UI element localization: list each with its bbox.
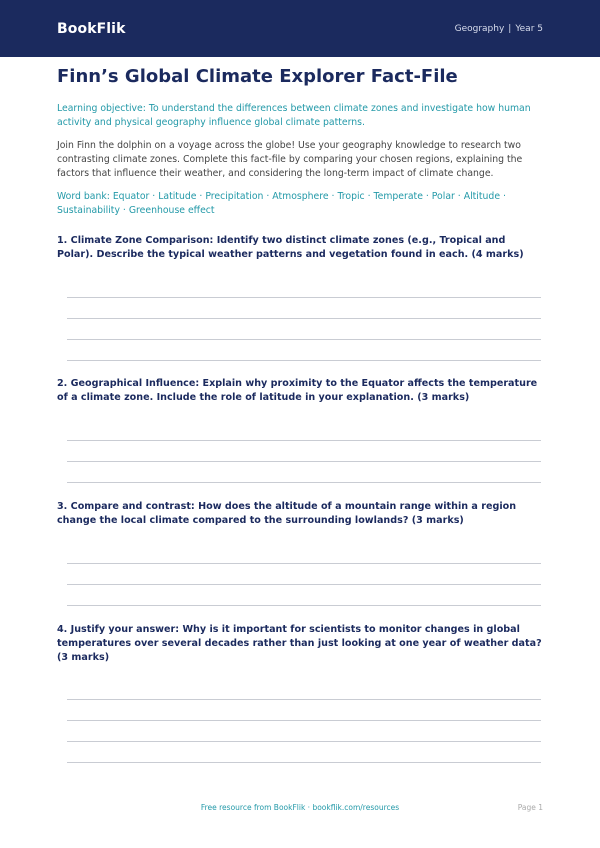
subject-year-label — [455, 24, 543, 34]
question-2: 2. Geographical Influence: Explain why proximity to the Equator affects the temperature of a climate zone. Include the role of latitude in your explanation. (3 marks) — [57, 378, 538, 403]
page-number: Page 1 — [517, 803, 543, 812]
question-3: 3. Compare and contrast: How does the altitude of a mountain range within a region change the local climate compared to the surrounding lowlands? (3 marks) — [57, 501, 517, 526]
answer-area-4[interactable] — [67, 679, 541, 763]
subject-label: Geography — [454, 23, 505, 34]
separator: | — [508, 23, 512, 34]
answer-line[interactable] — [67, 319, 541, 340]
year-label: Year 5 — [515, 23, 543, 34]
answer-line[interactable] — [67, 277, 541, 298]
learning-objective: Learning objective: To understand the differences between climate zones and investigate how human activity and physical geography influence global climate patterns. — [57, 103, 531, 128]
word-bank: Word bank: Equator · Latitude · Precipitation · Atmosphere · Tropic · Temperate · Polar · Altitude · Sustainability · Greenhouse effect — [57, 191, 506, 216]
worksheet-content — [57, 66, 543, 763]
answer-line[interactable] — [67, 679, 541, 700]
answer-line[interactable] — [67, 700, 541, 721]
page-footer — [0, 803, 600, 815]
page-title: Finn’s Global Climate Explorer Fact-File — [57, 66, 458, 87]
intro-paragraph: Join Finn the dolphin on a voyage across the globe! Use your geography knowledge to research two contrasting climate zones. Complete this fact-file by comparing your chosen regions, explaining the factors that influence their weather, and considering the long-term impact of climate change. — [57, 140, 523, 179]
answer-line[interactable] — [67, 543, 541, 564]
answer-area-1[interactable] — [67, 277, 541, 361]
answer-line[interactable] — [67, 721, 541, 742]
answer-area-3[interactable] — [67, 543, 541, 606]
answer-line[interactable] — [67, 298, 541, 319]
answer-line[interactable] — [67, 441, 541, 462]
footer-resource-link[interactable]: Free resource from BookFlik · bookflik.com/resources — [200, 803, 400, 812]
question-1: 1. Climate Zone Comparison: Identify two distinct climate zones (e.g., Tropical and Polar). Describe the typical weather patterns and vegetation found in each. (4 marks) — [57, 235, 524, 260]
answer-line[interactable] — [67, 585, 541, 606]
answer-line[interactable] — [67, 462, 541, 483]
answer-line[interactable] — [67, 340, 541, 361]
brand-logo[interactable]: BookFlik — [57, 20, 126, 37]
question-4: 4. Justify your answer: Why is it important for scientists to monitor changes in global temperatures over several decades rather than just looking at one year of weather data? (3 marks) — [57, 624, 542, 663]
answer-line[interactable] — [67, 420, 541, 441]
answer-line[interactable] — [67, 564, 541, 585]
header-bar — [0, 0, 600, 57]
answer-area-2[interactable] — [67, 420, 541, 483]
answer-line[interactable] — [67, 742, 541, 763]
